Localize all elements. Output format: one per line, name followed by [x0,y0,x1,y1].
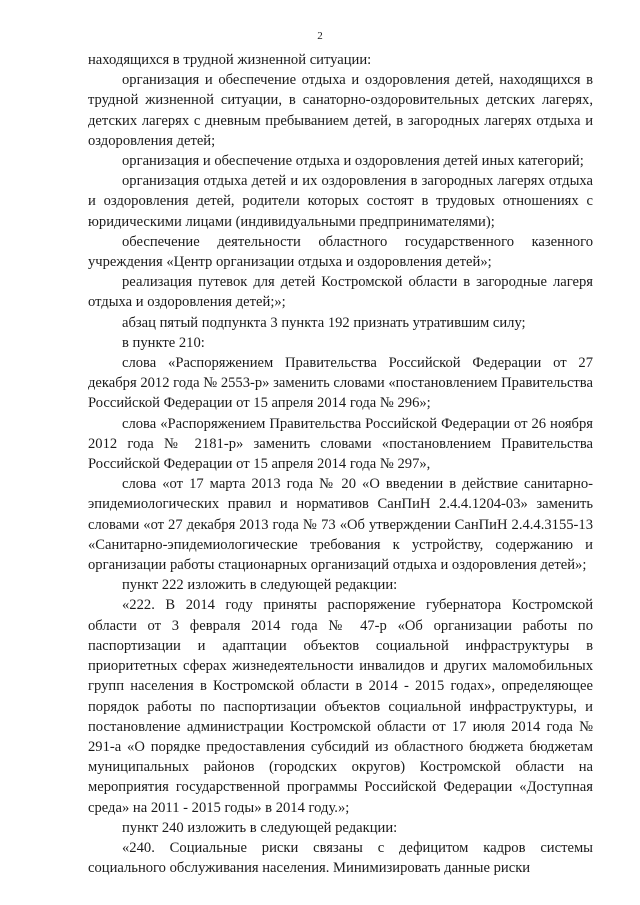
paragraph: слова «Распоряжением Правительства Российской Федерации от 27 декабря 2012 года № 2553-р» заменить словами «постановлением Правительства Российской Федерации от 15 апреля 2014 года № 296»; [88,355,593,412]
paragraph-continuation: находящихся в трудной жизненной ситуации: [88,52,372,68]
paragraph: в пункте 210: [122,334,205,351]
paragraph: пункт 240 изложить в следующей редакции: [122,819,398,836]
paragraph: организация и обеспечение отдыха и оздоровления детей иных категорий; [122,153,584,170]
paragraph: абзац пятый подпункта 3 пункта 192 признать утратившим силу; [122,314,526,331]
paragraph: реализация путевок для детей Костромской области в загородные лагеря отдыха и оздоровления детей;»; [88,274,593,311]
paragraph: слова «от 17 марта 2013 года № 20 «О введении в действие санитарно-эпидемиологических правил и нормативов СанПиН 2.4.4.1204-03» заменить словами «от 27 декабря 2013 года № 73 «Об утверждении СанПиН 2.4.4.3155-13 «Санитарно-эпидемиологические требования к устройству, содержанию и организации работы стационарных организаций отдыха и оздоровления детей»; [88,476,593,574]
paragraph: слова «Распоряжением Правительства Российской Федерации от 26 ноября 2012 года № 2181-р» заменить словами «постановлением Правительства Российской Федерации от 15 апреля 2014 года № 297», [88,415,593,473]
paragraph-last: «240. Социальные риски связаны с дефицитом кадров системы социального обслуживания населения. Минимизировать данные риски [88,839,593,877]
page-number: 2 [317,30,323,42]
paragraph: обеспечение деятельности областного государственного казенного учреждения «Центр организации отдыха и оздоровления детей»; [88,233,593,271]
paragraph: пункт 222 изложить в следующей редакции: [122,577,398,594]
paragraph: организация отдыха детей и их оздоровления в загородных лагерях отдыха и оздоровления детей, родители которых состоят в трудовых отношениях с юридическими лицами (индивидуальными предпринимателями); [88,173,593,230]
paragraph: организация и обеспечение отдыха и оздоровления детей, находящихся в трудной жизненной ситуации, в санаторно-оздоровительных детских лагерях, детских лагерях с дневным пребыванием детей, в загородных лагерях отдыха и оздоровления детей; [88,72,593,149]
document-body [88,50,593,878]
paragraph: «222. В 2014 году приняты распоряжение губернатора Костромской области от 3 февраля 2014 года № 47-р «Об организации работы по паспортизации и адаптации объектов социальной инфраструктуры в приоритетных сферах жизнедеятельности инвалидов и других маломобильных групп населения в Костромской области в 2014 - 2015 годах», определяющее порядок работы по паспортизации объектов социальной инфраструктуры, и постановление администрации Костромской области от 17 июля 2014 года № 291-а «О порядке предоставления субсидий из областного бюджета бюджетам муниципальных районов (городских округов) Костромской области на мероприятия государственной программы Российской Федерации «Доступная среда» на 2011 - 2015 годы» в 2014 году.»; [88,597,593,816]
